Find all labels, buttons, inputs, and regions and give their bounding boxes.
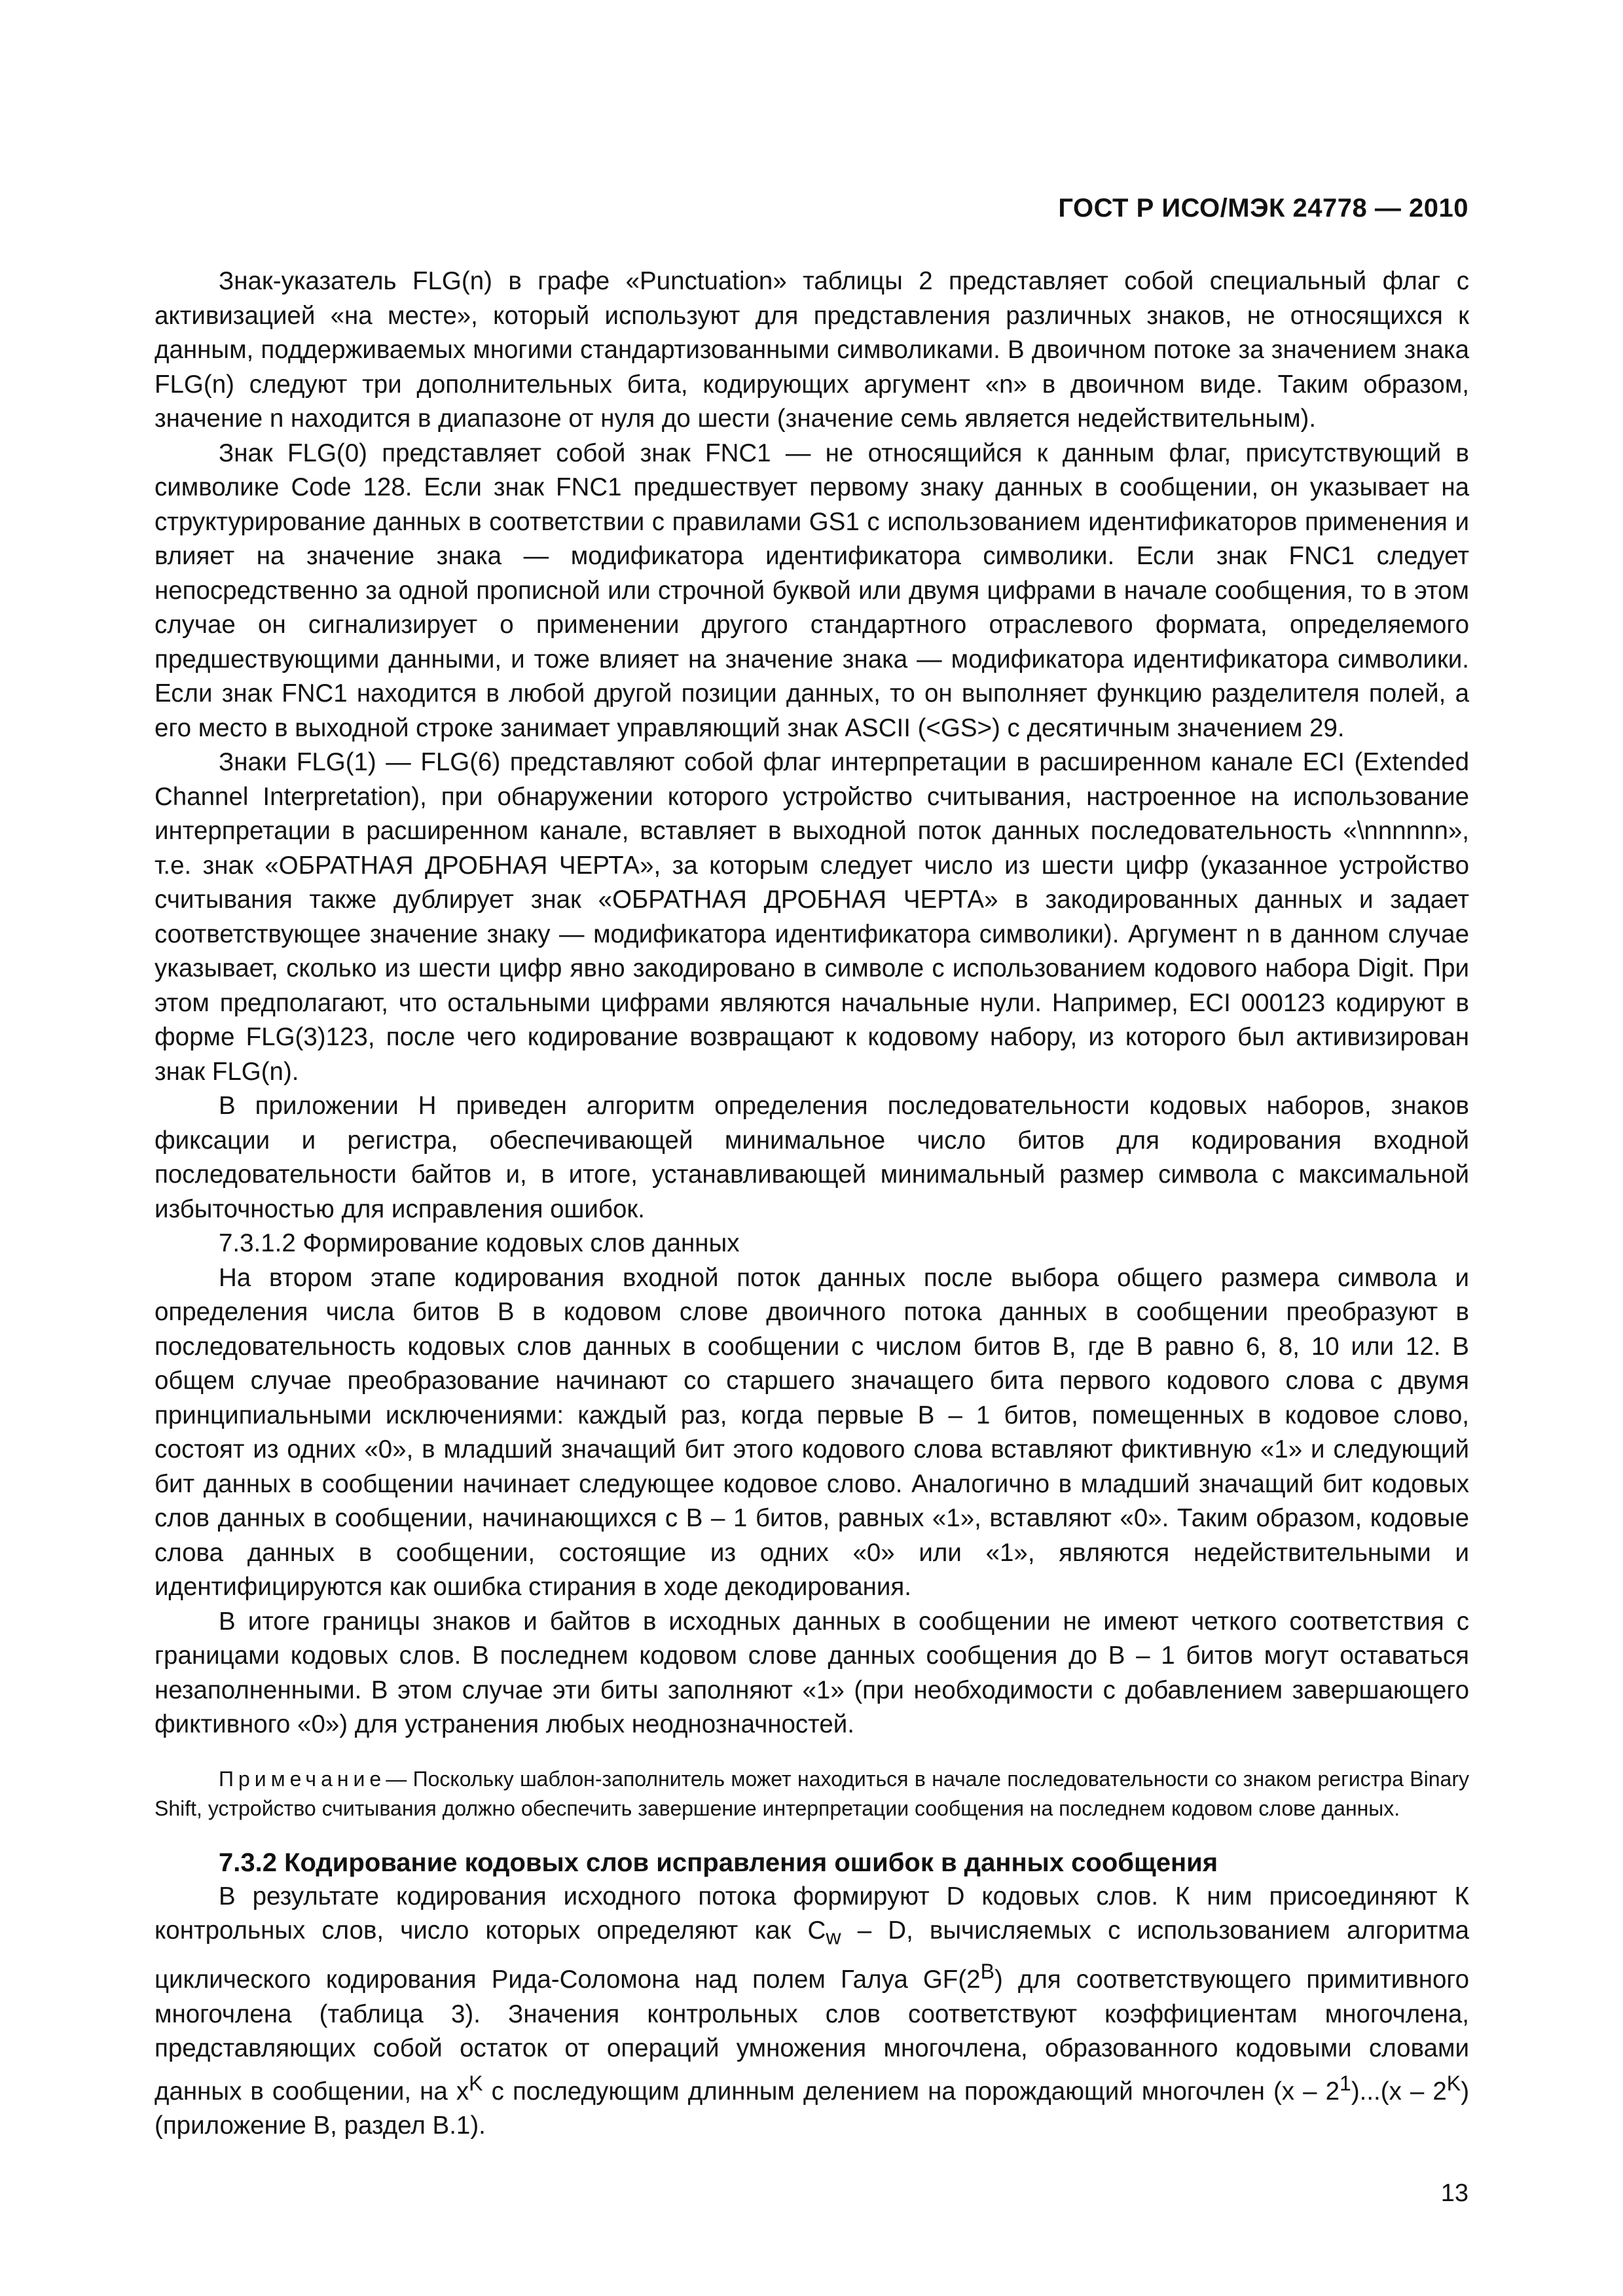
paragraph-codeword-formation: На втором этапе кодирования входной поток данных после выбора общего размера символа и определения числа битов В в кодовом слове двоичного потока данных в сообщении преобразуют в последовательность кодовых слов данных в сообщении с числом битов В, где В равно 6, 8, 10 или 12. В общем случае преобразование начинают со старшего значащего бита первого кодового слова с двумя принципиальными исключениями: каждый раз, когда первые В – 1 битов, помещенных в кодовое слово, состоят из одних «0», в младший значащий бит этого кодового слова вставляют фиктивную «1» и следующий бит данных в сообщении начинает следующее кодовое слово. Аналогично в младший значащий бит кодовых слов данных в сообщении, начинающихся с В – 1 битов, равных «1», вставляют «0». Таким образом, кодовые слова данных в сообщении, состоящие из одних «0» или «1», являются недействительными и идентифицируются как ошибка стирания в ходе декодирования. bbox=[155, 1263, 1469, 1601]
page-number: 13 bbox=[1440, 2179, 1468, 2207]
superscript-k: K bbox=[1446, 2071, 1461, 2095]
paragraph-appendix-h: В приложении Н приведен алгоритм определения последовательности кодовых наборов, знаков фиксации и регистра, обеспечивающей минимальное число битов для кодирования входной последовательности байтов и, в итоге, устанавливающей минимальный размер символа с максимальной избыточностью для исправления ошибок. bbox=[155, 1092, 1469, 1223]
text-run: )...(x – 2 bbox=[1351, 2077, 1447, 2106]
superscript-1: 1 bbox=[1340, 2071, 1351, 2095]
page-body bbox=[155, 264, 1469, 2143]
paragraph-error-correction bbox=[155, 1880, 1469, 2144]
superscript-k: K bbox=[469, 2071, 483, 2095]
paragraph-flg-1-6: Знаки FLG(1) — FLG(6) представляют собой флаг интерпретации в расширенном канале ECI (Extended Channel Interpretation), при обнаружении которого устройство считывания, настроенное на использование интерпретации в расширенном канале, вставляет в выходной поток данных последовательность «\nnnnnn», т.е. знак «ОБРАТНАЯ ДРОБНАЯ ЧЕРТА», за которым следует число из шести цифр (указанное устройство считывания также дублирует знак «ОБРАТНАЯ ДРОБНАЯ ЧЕРТА» в закодированных данных и задает соответствующее значение знаку — модификатора идентификатора символики). Аргумент n в данном случае указывает, сколько из шести цифр явно закодировано в символе с использованием кодового набора Digit. При этом предполагают, что остальными цифрами являются начальные нули. Например, ECI 000123 кодируют в форме FLG(3)123, после чего кодирование возвращают к кодовому набору, из которого был активизирован знак FLG(n). bbox=[155, 748, 1469, 1086]
text-run: – D, вычисляемых с использованием алгоритма циклического кодирования Рида-Соломона над полем Галуа GF(2 bbox=[155, 1916, 1469, 1994]
paragraph-flg-n: Знак-указатель FLG(n) в графе «Punctuation» таблицы 2 представляет собой специальный флаг с активизацией «на месте», который используют для представления различных знаков, не относящихся к данным, поддерживаемых многими стандартизованными символиками. В двоичном потоке за значением знака FLG(n) следуют три дополнительных бита, кодирующих аргумент «n» в двоичном виде. Таким образом, значение n находится в диапазоне от нуля до шести (значение семь является недействительным). bbox=[155, 267, 1469, 433]
note-block bbox=[155, 1765, 1469, 1823]
paragraph-boundaries: В итоге границы знаков и байтов в исходных данных в сообщении не имеют четкого соответствия с границами кодовых слов. В последнем кодовом слове данных сообщения до В – 1 битов могут оставаться незаполненными. В этом случае эти биты заполняют «1» (при необходимости с добавлением завершающего фиктивного «0») для устранения любых неоднозначностей. bbox=[155, 1607, 1469, 1738]
text-run: ) (приложение В, раздел В.1). bbox=[155, 2077, 1470, 2140]
text-run: с последующим длинным делением на порождающий многочлен (x – 2 bbox=[483, 2077, 1340, 2106]
subscript-w: w bbox=[826, 1925, 841, 1949]
document-code-header: ГОСТ Р ИСО/МЭК 24778 — 2010 bbox=[1058, 194, 1468, 223]
section-heading-7-3-2: 7.3.2 Кодирование кодовых слов исправления ошибок в данных сообщения bbox=[219, 1848, 1218, 1877]
paragraph-flg-0: Знак FLG(0) представляет собой знак FNC1 — не относящийся к данным флаг, присутствующий в символике Code 128. Если знак FNC1 предшествует первому знаку данных в сообщении, он указывает на структурирование данных в соответствии с правилами GS1 с использованием идентификаторов применения и влияет на значение знака — модификатора идентификатора символики. Если знак FNC1 следует непосредственно за одной прописной или строчной буквой или двумя цифрами в начале сообщения, то в этом случае он сигнализирует о применении другого стандартного отраслевого формата, определяемого предшествующими данными, и тоже влияет на значение знака — модификатора идентификатора символики. Если знак FNC1 находится в любой другой позиции данных, то он выполняет функцию разделителя полей, а его место в выходной строке занимает управляющий знак ASCII (<GS>) с десятичным значением 29. bbox=[155, 439, 1469, 742]
subsection-heading-7-3-1-2: 7.3.1.2 Формирование кодовых слов данных bbox=[219, 1229, 740, 1257]
text-run: В результате кодирования исходного потока формируют D кодовых слов. К ним присоединяют К контрольных слов, число которых определяют как C bbox=[155, 1882, 1469, 1945]
note-text: — Поскольку шаблон-заполнитель может находиться в начале последовательности со знаком регистра Binary Shift, устройство считывания должно обеспечить завершение интерпретации сообщения на последнем кодовом слове данных. bbox=[155, 1767, 1469, 1820]
note-label: Примечание bbox=[219, 1767, 386, 1791]
superscript-b: B bbox=[980, 1960, 994, 1984]
text-run: ) для соответствующего примитивного многочлена (таблица 3). Значения контрольных слов соответствуют коэффициентам многочлена, представляющих собой остаток от операций умножения многочлена, образованного кодовыми словами данных в сообщении, на x bbox=[155, 1965, 1469, 2106]
